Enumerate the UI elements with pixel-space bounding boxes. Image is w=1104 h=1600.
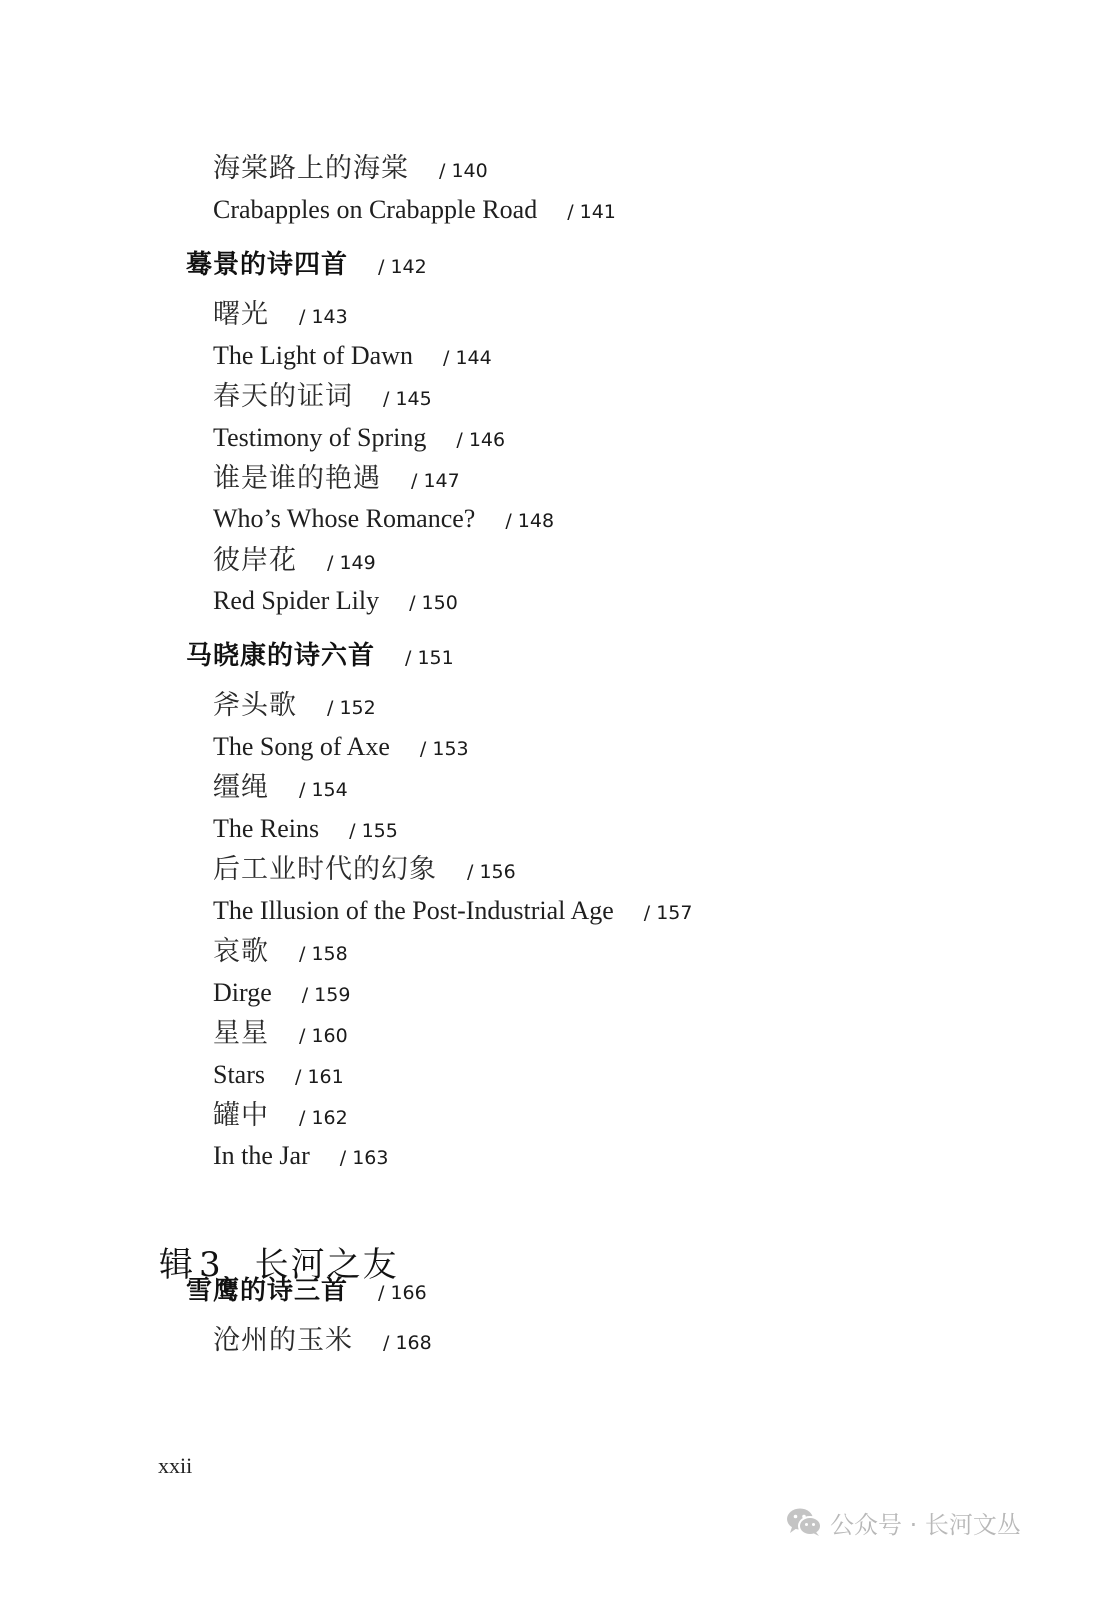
toc-entry [213,1102,348,1129]
entry-title: 沧州的玉米 [213,1325,353,1356]
entry-page-number: / 140 [439,160,488,182]
section-label: 辑 [159,1245,193,1285]
toc-entry [213,734,469,760]
toc-entry [213,1327,432,1354]
entry-page-number: / 141 [567,201,616,223]
toc-entry [213,588,458,614]
toc-entry [213,856,516,883]
toc-entry [213,692,376,719]
entry-title: 曙光 [213,299,269,330]
entry-title: In the Jar [213,1141,310,1170]
toc-entry [213,155,488,182]
entry-title: Stars [213,1060,265,1089]
toc-entry [213,301,348,328]
entry-page-number: / 151 [405,647,454,669]
toc-entry [213,506,554,532]
entry-title: The Song of Axe [213,732,390,761]
toc-group-heading [186,643,454,669]
entry-page-number: / 157 [643,902,693,924]
toc-entry [213,774,348,801]
entry-title: 斧头歌 [213,690,297,721]
entry-page-number: / 152 [327,697,376,719]
page-number: xxii [158,1453,193,1478]
entry-title: 谁是谁的艳遇 [213,463,381,494]
entry-title: 罐中 [213,1100,269,1131]
toc-entry [213,197,616,223]
group-title: 雪鹰的诗三首 [186,1276,349,1306]
entry-title: 哀歌 [213,936,269,967]
entry-page-number: / 146 [456,429,506,451]
entry-page-number: / 166 [378,1282,427,1304]
entry-page-number: / 143 [299,306,348,328]
entry-page-number: / 163 [339,1147,389,1169]
entry-title: Red Spider Lily [213,586,380,615]
toc-entry [213,1062,344,1088]
group-title: 蓦景的诗四首 [186,250,349,280]
entry-page-number: / 154 [299,779,348,801]
toc-group-heading [186,252,427,278]
entry-page-number: / 160 [299,1025,348,1047]
section-number: 3 [199,1245,221,1285]
toc-entry [213,425,505,451]
toc-entry [213,980,350,1006]
toc-entry [213,898,693,924]
toc-entry [213,465,460,492]
entry-title: The Light of Dawn [213,341,414,370]
toc-entry [213,343,492,369]
entry-page-number: / 159 [301,984,351,1006]
toc-entry [213,1143,388,1169]
entry-page-number: / 153 [419,738,469,760]
wechat-icon [786,1507,822,1537]
entry-page-number: / 144 [443,347,492,369]
entry-title: 春天的证词 [213,381,353,412]
entry-title: Testimony of Spring [213,423,427,452]
entry-title: The Illusion of the Post-Industrial Age [213,896,614,925]
entry-page-number: / 150 [409,592,458,614]
section-heading [159,1245,399,1285]
section-name: 长河之友 [254,1245,399,1285]
entry-title: 后工业时代的幻象 [213,854,437,885]
entry-page-number: / 147 [411,470,460,492]
entry-page-number: / 155 [349,820,398,842]
entry-title: 海棠路上的海棠 [213,153,409,184]
group-title: 马晓康的诗六首 [186,641,376,671]
toc-entry [213,1020,348,1047]
toc-entry [213,547,376,574]
entry-page-number: / 148 [505,510,555,532]
entry-page-number: / 168 [383,1332,432,1354]
watermark-text: 公众号 · 长河文丛 [830,1510,1021,1539]
entry-page-number: / 158 [299,943,348,965]
entry-title: 彼岸花 [213,545,297,576]
watermark [786,1504,1021,1540]
entry-title: Dirge [213,978,272,1007]
entry-page-number: / 156 [467,861,516,883]
entry-title: 星星 [213,1018,269,1049]
toc-entry [213,938,348,965]
entry-page-number: / 162 [299,1107,348,1129]
entry-page-number: / 161 [295,1066,344,1088]
toc-entry [213,816,398,842]
entry-page-number: / 142 [378,256,427,278]
entry-title: Who’s Whose Romance? [213,504,476,533]
entry-title: Crabapples on Crabapple Road [213,195,538,224]
entry-page-number: / 149 [327,552,376,574]
entry-title: The Reins [213,814,320,843]
entry-title: 缰绳 [213,772,269,803]
entry-page-number: / 145 [383,388,432,410]
toc-entry [213,383,432,410]
